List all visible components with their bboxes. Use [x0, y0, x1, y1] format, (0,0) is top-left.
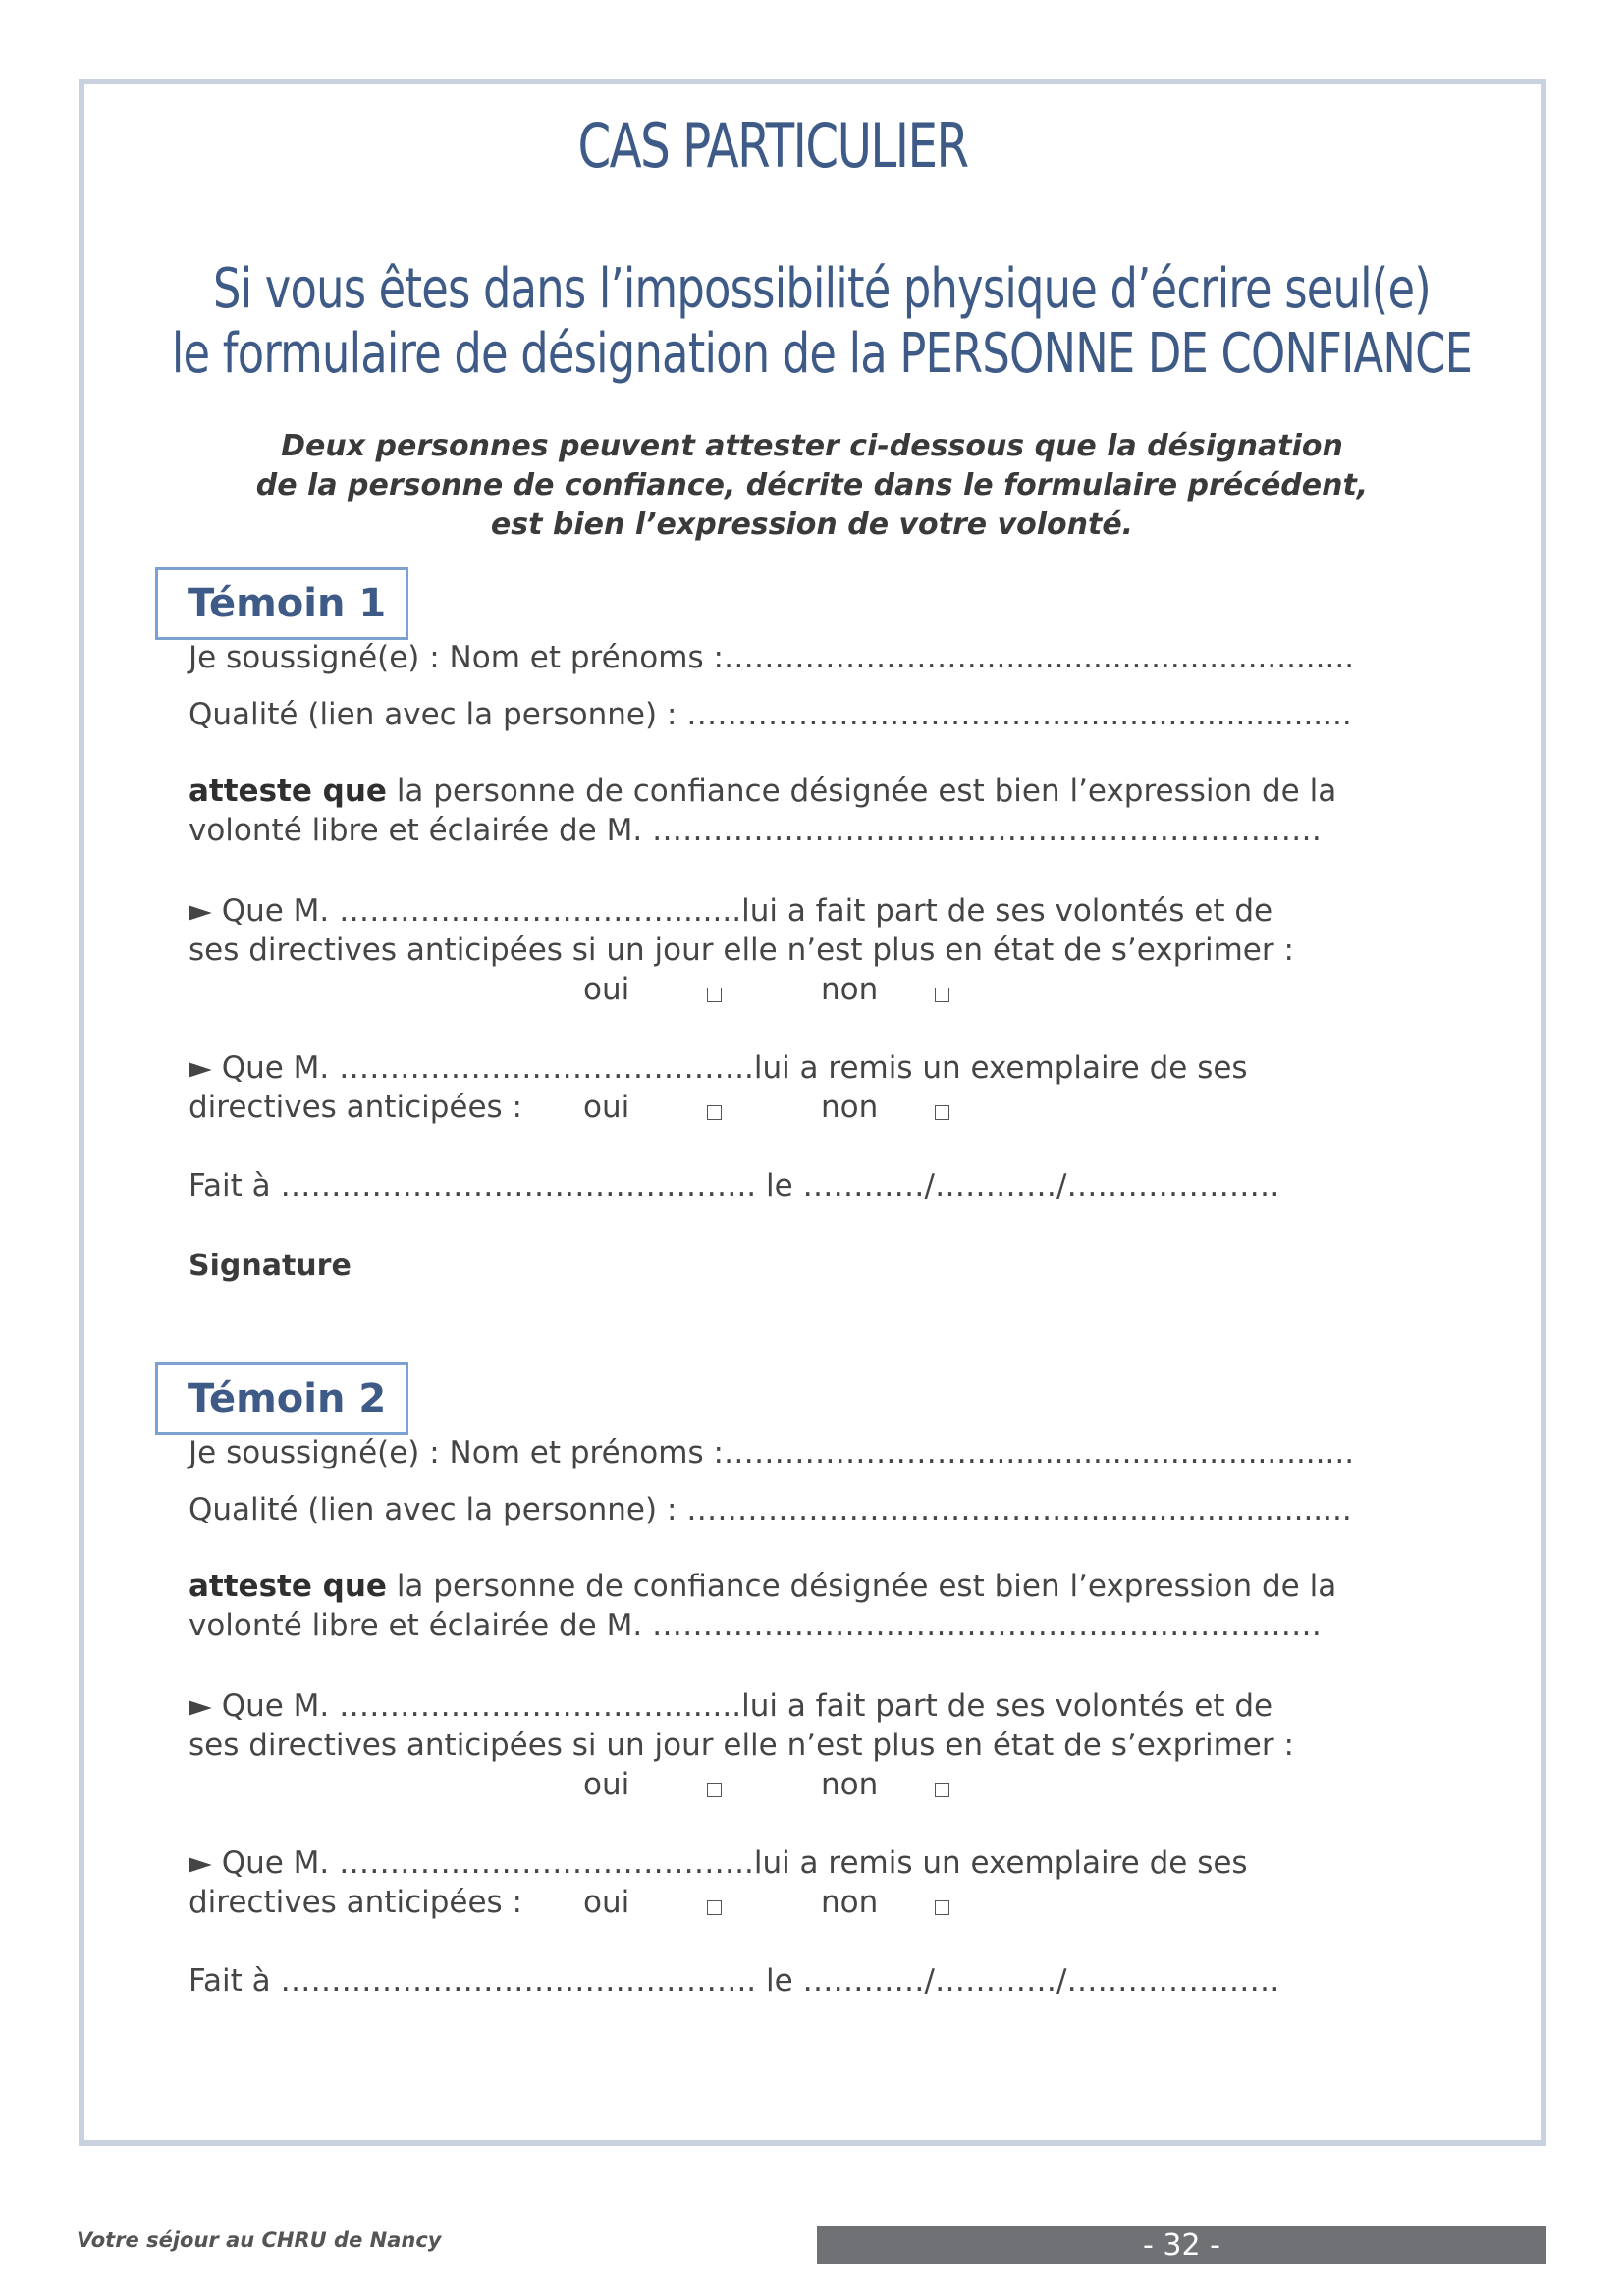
subtitle-line-1: Si vous êtes dans l’impossibilité physique d’écrire seul(e) — [213, 257, 1431, 321]
witness-2-q1-line-2: ses directives anticipées si un jour elle n’est plus en état de s’exprimer : — [189, 1728, 1294, 1763]
page-subtitle — [164, 257, 1479, 387]
intro-text — [0, 427, 1624, 545]
witness-2-q2-line-2: directives anticipées : — [189, 1885, 523, 1920]
witness-2-q1-line-1[interactable]: ► Que M. …………………………….......lui a fait part de ses volontés et de — [189, 1688, 1273, 1724]
witness-2-q1-yes-checkbox[interactable] — [707, 1783, 722, 1797]
witness-2-attest-line — [189, 1569, 1336, 1604]
witness-1-q1-no-checkbox[interactable] — [935, 988, 949, 1002]
witness-2-q1-no-checkbox[interactable] — [935, 1783, 949, 1797]
witness-2-q2-yes-label: oui — [583, 1885, 630, 1920]
witness-2-quality-field[interactable]: Qualité (lien avec la personne) : ………………………………............................... — [189, 1492, 1352, 1527]
witness-1-q1-line-2: ses directives anticipées si un jour elle n’est plus en état de s’exprimer : — [189, 933, 1294, 968]
witness-1-q2-yes-checkbox[interactable] — [707, 1105, 722, 1120]
witness-2-q2-no-label: non — [821, 1885, 879, 1920]
witness-2-q1-no-label: non — [821, 1767, 879, 1802]
witness-2-name-field[interactable]: Je soussigné(e) : Nom et prénoms :……………………........................................ — [189, 1435, 1355, 1470]
witness-1-q2-yes-label: oui — [583, 1090, 630, 1125]
witness-1-q1-line-1[interactable]: ► Que M. …………………………….......lui a fait part de ses volontés et de — [189, 893, 1273, 929]
page-title: CAS PARTICULIER — [577, 110, 968, 182]
witness-2-heading: Témoin 2 — [155, 1362, 408, 1435]
intro-line-2: de la personne de confiance, décrite dans le formulaire précédent, — [255, 468, 1369, 503]
attest-text: la personne de confiance désignée est bien l’expression de la — [386, 774, 1337, 809]
witness-2-q2-yes-checkbox[interactable] — [707, 1900, 722, 1915]
witness-1-heading: Témoin 1 — [155, 567, 408, 640]
witness-2-q1-yes-label: oui — [583, 1767, 630, 1802]
witness-1-quality-field[interactable]: Qualité (lien avec la personne) : ………………………………............................... — [189, 697, 1352, 732]
witness-1-q1-yes-checkbox[interactable] — [707, 988, 722, 1002]
witness-1-attest-name-field[interactable]: volonté libre et éclairée de M. ………………………………………………………… — [189, 813, 1323, 848]
intro-line-3: est bien l’expression de votre volonté. — [490, 507, 1134, 542]
subtitle-line-2: le formulaire de désignation de la PERSONNE DE CONFIANCE — [171, 322, 1473, 386]
witness-2-q2-line-1[interactable]: ► Que M. …………………………………..lui a remis un exemplaire de ses — [189, 1845, 1248, 1881]
footer-page-number: - 32 - — [817, 2226, 1546, 2264]
witness-1-q2-no-label: non — [821, 1090, 879, 1125]
intro-line-1: Deux personnes peuvent attester ci-dessous que la désignation — [281, 429, 1343, 463]
attest-bold-label: atteste que — [189, 774, 387, 809]
witness-1-place-date-field[interactable]: Fait à ……………………………………….. le …………/…………/………………… — [189, 1168, 1280, 1203]
witness-1-attest-line — [189, 774, 1336, 809]
witness-1-q1-yes-label: oui — [583, 972, 630, 1007]
attest-text: la personne de confiance désignée est bien l’expression de la — [386, 1569, 1337, 1604]
attest-bold-label: atteste que — [189, 1569, 387, 1604]
witness-1-q2-line-2: directives anticipées : — [189, 1090, 523, 1125]
witness-1-q2-no-checkbox[interactable] — [935, 1105, 949, 1120]
witness-1-q2-line-1[interactable]: ► Que M. …………………………………..lui a remis un exemplaire de ses — [189, 1050, 1248, 1086]
witness-2-q2-no-checkbox[interactable] — [935, 1900, 949, 1915]
witness-2-place-date-field[interactable]: Fait à ……………………………………….. le …………/…………/………………… — [189, 1963, 1280, 1999]
witness-1-name-field[interactable]: Je soussigné(e) : Nom et prénoms :……………………........................................ — [189, 640, 1355, 675]
witness-1-signature-label: Signature — [189, 1249, 352, 1283]
footer-document-title: Votre séjour au CHRU de Nancy — [77, 2228, 442, 2252]
witness-1-q1-no-label: non — [821, 972, 879, 1007]
witness-2-attest-name-field[interactable]: volonté libre et éclairée de M. ………………………………………………………… — [189, 1608, 1323, 1643]
